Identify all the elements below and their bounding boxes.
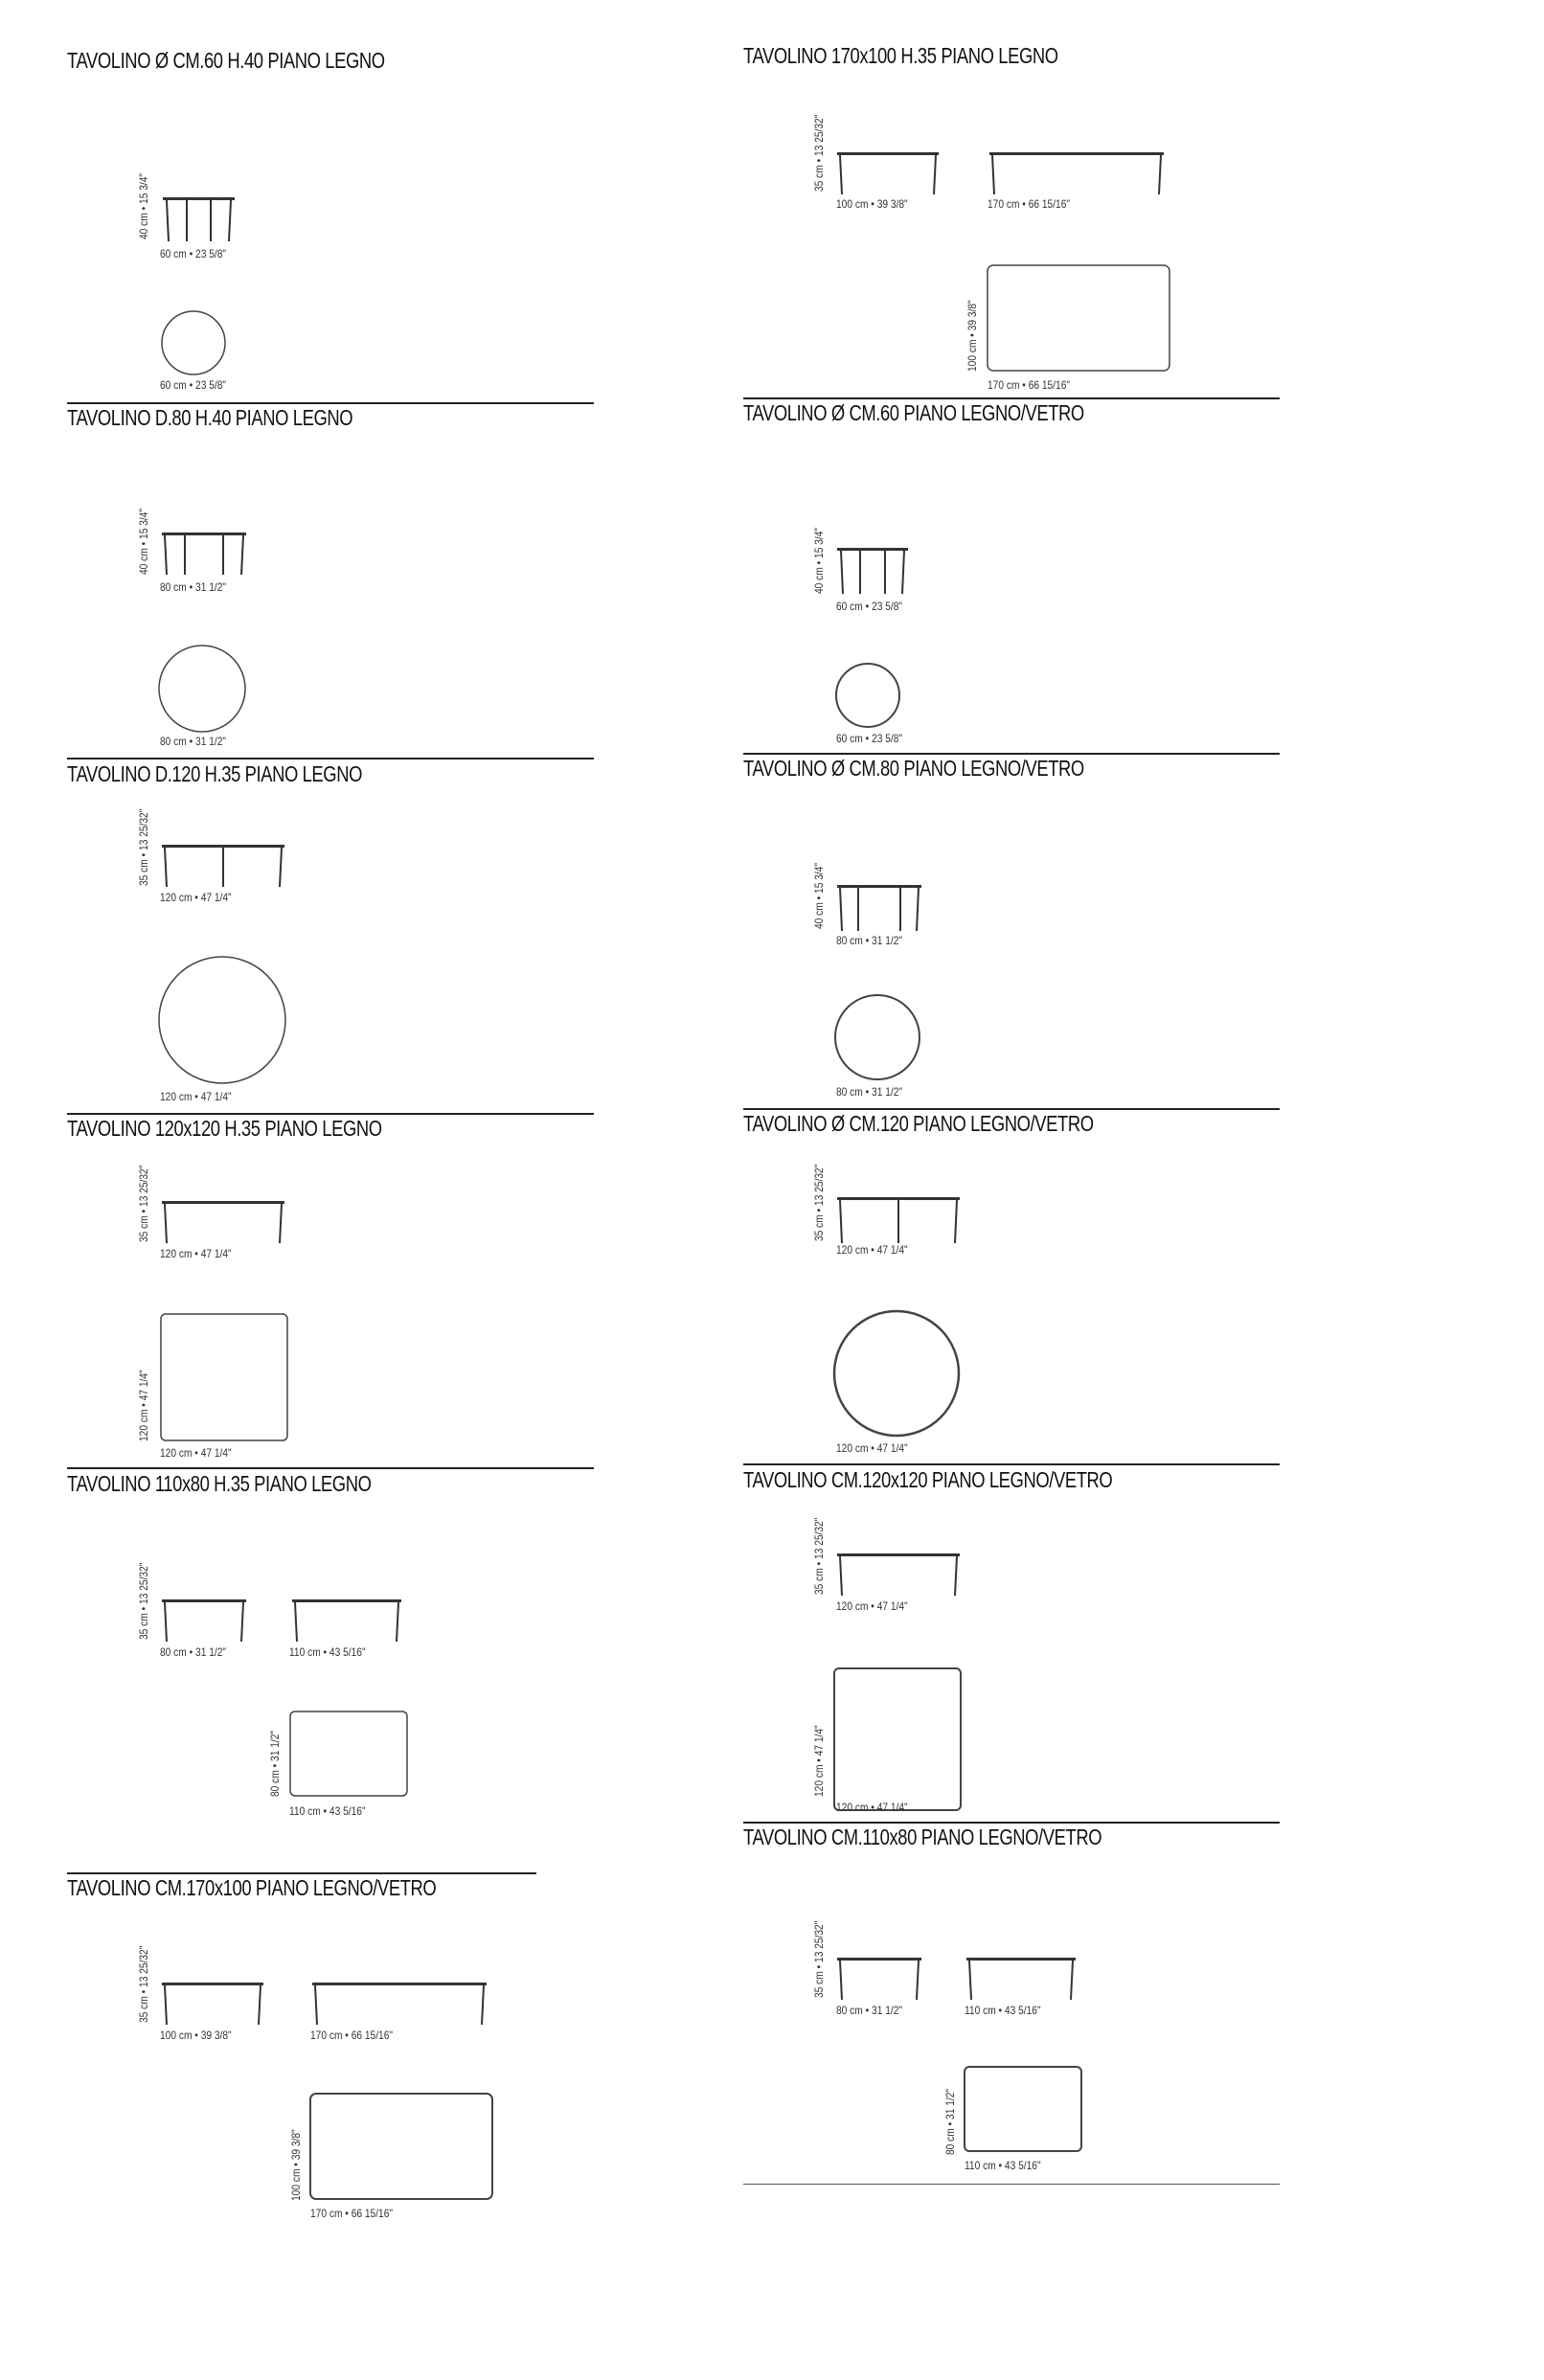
width-dimension: 80 cm • 31 1/2" — [836, 1085, 902, 1099]
height-dimension: 35 cm • 13 25/32" — [812, 1920, 826, 1998]
width-dimension: 60 cm • 23 5/8" — [160, 378, 226, 392]
height-dimension: 40 cm • 15 3/4" — [812, 528, 826, 594]
section-title: TAVOLINO 110x80 H.35 PIANO LEGNO — [67, 1471, 372, 1496]
width-dimension: 120 cm • 47 1/4" — [836, 1441, 908, 1455]
width-dimension: 170 cm • 66 15/16" — [310, 2029, 394, 2042]
height-dimension: 35 cm • 13 25/32" — [812, 1164, 826, 1241]
width-dimension: 110 cm • 43 5/16" — [289, 1645, 366, 1659]
section-divider — [67, 758, 594, 759]
section-divider — [743, 1463, 1280, 1465]
height-dimension: 35 cm • 13 25/32" — [137, 808, 150, 886]
width-dimension: 120 cm • 47 1/4" — [160, 891, 232, 904]
section-divider — [67, 1872, 536, 1874]
width-dimension: 80 cm • 31 1/2" — [160, 735, 226, 748]
width-dimension: 120 cm • 47 1/4" — [160, 1446, 232, 1460]
width-dimension: 120 cm • 47 1/4" — [160, 1090, 232, 1103]
height-dimension: 35 cm • 13 25/32" — [812, 1517, 826, 1595]
section-title: TAVOLINO 120x120 H.35 PIANO LEGNO — [67, 1116, 382, 1141]
depth-dimension: 120 cm • 47 1/4" — [137, 1370, 150, 1441]
width-dimension: 120 cm • 47 1/4" — [836, 1801, 908, 1814]
width-dimension: 110 cm • 43 5/16" — [965, 2004, 1041, 2017]
section-title: TAVOLINO 170x100 H.35 PIANO LEGNO — [743, 43, 1058, 68]
width-dimension: 100 cm • 39 3/8" — [836, 197, 908, 211]
height-dimension: 40 cm • 15 3/4" — [137, 509, 150, 575]
rect-top-plan-view — [308, 2092, 494, 2203]
width-dimension: 100 cm • 39 3/8" — [160, 2029, 232, 2042]
round-top-plan-view — [833, 661, 902, 730]
width-dimension: 80 cm • 31 1/2" — [836, 934, 902, 947]
height-dimension: 35 cm • 13 25/32" — [137, 1165, 150, 1242]
table-front-elevation — [307, 1979, 492, 2029]
table-side-elevation — [156, 1197, 290, 1247]
table-side-elevation — [831, 544, 914, 598]
table-front-elevation — [984, 148, 1169, 198]
section-divider — [743, 1822, 1280, 1824]
section-title: TAVOLINO CM.170x100 PIANO LEGNO/VETRO — [67, 1875, 437, 1900]
table-side-elevation — [831, 1550, 965, 1599]
width-dimension: 60 cm • 23 5/8" — [836, 600, 902, 613]
width-dimension: 110 cm • 43 5/16" — [289, 1804, 366, 1818]
table-side-elevation — [153, 192, 239, 249]
height-dimension: 40 cm • 15 3/4" — [812, 863, 826, 929]
section-divider — [743, 1108, 1280, 1110]
depth-dimension: 80 cm • 31 1/2" — [268, 1731, 282, 1797]
width-dimension: 170 cm • 66 15/16" — [310, 2207, 394, 2220]
height-dimension: 35 cm • 13 25/32" — [137, 1562, 150, 1640]
rect-top-plan-view — [986, 263, 1171, 374]
table-side-elevation — [831, 881, 927, 935]
width-dimension: 60 cm • 23 5/8" — [160, 247, 226, 261]
section-divider — [67, 1467, 594, 1469]
height-dimension: 40 cm • 15 3/4" — [137, 173, 150, 239]
section-title: TAVOLINO D.120 H.35 PIANO LEGNO — [67, 761, 363, 786]
rect-top-plan-view — [963, 2065, 1083, 2155]
round-top-plan-view — [831, 1308, 962, 1439]
round-top-plan-view — [157, 644, 248, 735]
round-top-plan-view — [157, 955, 287, 1085]
width-dimension: 80 cm • 31 1/2" — [160, 580, 226, 594]
table-front-elevation — [286, 1596, 407, 1645]
depth-dimension: 100 cm • 39 3/8" — [289, 2129, 303, 2201]
width-dimension: 80 cm • 31 1/2" — [160, 1645, 226, 1659]
width-dimension: 170 cm • 66 15/16" — [988, 197, 1071, 211]
section-divider — [743, 2184, 1280, 2185]
width-dimension: 110 cm • 43 5/16" — [965, 2159, 1041, 2172]
section-divider — [743, 397, 1280, 399]
section-title: TAVOLINO Ø CM.120 PIANO LEGNO/VETRO — [743, 1111, 1094, 1136]
section-title: TAVOLINO Ø CM.60 H.40 PIANO LEGNO — [67, 48, 385, 73]
depth-dimension: 80 cm • 31 1/2" — [943, 2089, 957, 2155]
table-side-elevation — [156, 841, 290, 891]
square-top-plan-view — [832, 1666, 963, 1812]
height-dimension: 35 cm • 13 25/32" — [137, 1945, 150, 2023]
table-side-elevation — [156, 1979, 269, 2029]
section-title: TAVOLINO Ø CM.60 PIANO LEGNO/VETRO — [743, 400, 1084, 425]
section-title: TAVOLINO CM.110x80 PIANO LEGNO/VETRO — [743, 1825, 1102, 1849]
width-dimension: 120 cm • 47 1/4" — [836, 1599, 908, 1613]
section-divider — [67, 1113, 594, 1115]
table-side-elevation — [156, 529, 252, 578]
section-divider — [743, 753, 1280, 755]
section-title: TAVOLINO CM.120x120 PIANO LEGNO/VETRO — [743, 1467, 1113, 1492]
height-dimension: 35 cm • 13 25/32" — [812, 114, 826, 192]
table-front-elevation — [961, 1954, 1081, 2004]
width-dimension: 170 cm • 66 15/16" — [988, 378, 1071, 392]
section-title: TAVOLINO Ø CM.80 PIANO LEGNO/VETRO — [743, 756, 1084, 781]
round-top-plan-view — [832, 992, 922, 1082]
depth-dimension: 120 cm • 47 1/4" — [812, 1725, 826, 1797]
width-dimension: 80 cm • 31 1/2" — [836, 2004, 902, 2017]
width-dimension: 120 cm • 47 1/4" — [160, 1247, 232, 1260]
section-title: TAVOLINO D.80 H.40 PIANO LEGNO — [67, 405, 353, 430]
round-top-plan-view — [159, 308, 228, 377]
table-side-elevation — [831, 148, 944, 198]
depth-dimension: 100 cm • 39 3/8" — [965, 300, 979, 372]
table-side-elevation — [156, 1596, 252, 1645]
square-top-plan-view — [159, 1312, 289, 1442]
width-dimension: 60 cm • 23 5/8" — [836, 732, 902, 745]
table-side-elevation — [831, 1954, 927, 2004]
width-dimension: 120 cm • 47 1/4" — [836, 1243, 908, 1257]
rect-top-plan-view — [288, 1710, 409, 1800]
section-divider — [67, 402, 594, 404]
table-side-elevation — [831, 1193, 965, 1247]
